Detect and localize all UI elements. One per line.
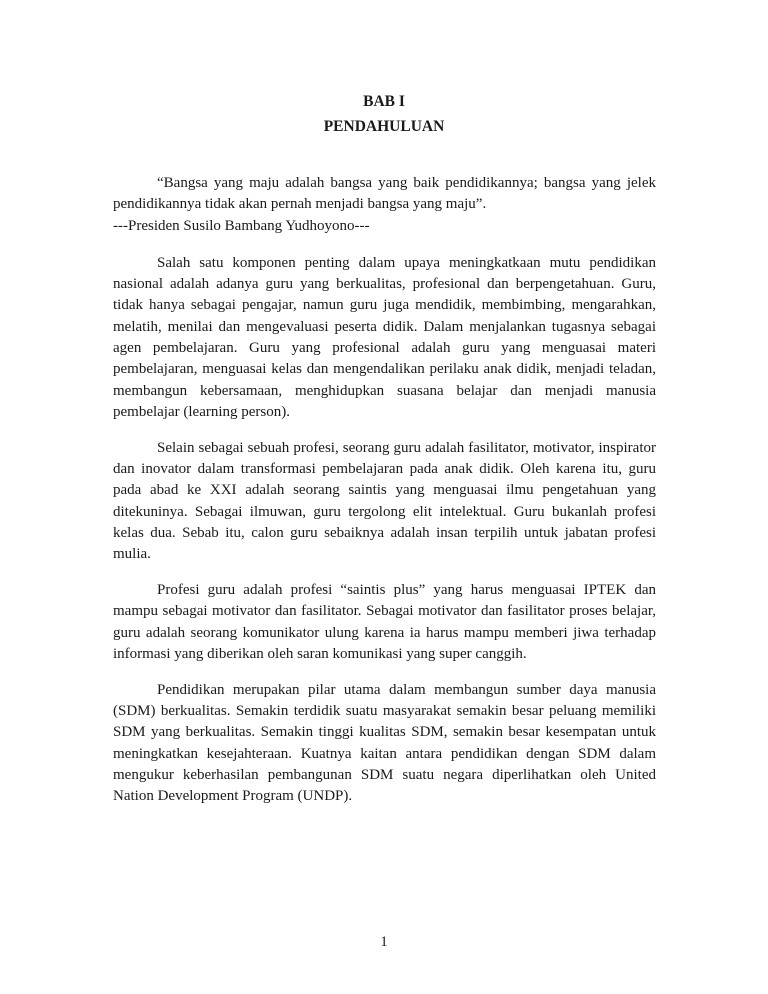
page-number: 1 [380,934,388,950]
paragraph-3: Profesi guru adalah profesi “saintis plus” yang harus menguasai IPTEK dan mampu sebagai motivator dan fasilitator. Sebagai motivator dan fasilitator proses belajar, guru adalah seorang komunikator ulung karena ia harus mampu memberi jiwa terhadap informasi yang diberikan oleh saran komunikasi yang super canggih. [113,582,656,662]
paragraph-1: Salah satu komponen penting dalam upaya meningkatkaan mutu pendidikan nasional adalah adanya guru yang berkualitas, profesional dan berpengetahuan. Guru, tidak hanya sebagai pengajar, namun guru juga mendidik, membimbing, mengarahkan, melatih, menilai dan mengevaluasi peserta didik. Dalam menjalankan tugasnya sebagai agen pembelajaran. Guru yang profesional adalah guru yang menguasai materi pembelajaran, menguasai kelas dan mengendalikan perilaku anak didik, menjadi teladan, membangun kebersamaan, menghidupkan suasana belajar dan menjadi manusia pembelajar (learning person). [113,254,656,420]
epigraph-text: “Bangsa yang maju adalah bangsa yang baik pendidikannya; bangsa yang jelek pendidikannya tidak akan pernah menjadi bangsa yang maju”. [113,175,656,213]
epigraph-author: ---Presiden Susilo Bambang Yudhoyono--- [113,217,370,234]
epigraph [113,173,656,237]
paragraph-4: Pendidikan merupakan pilar utama dalam membangun sumber daya manusia (SDM) berkualitas. Semakin terdidik suatu masyarakat semakin besar peluang memiliki SDM yang berkualitas. Semakin tinggi kualitas SDM, semakin besar kesempatan untuk meningkatkan kesejahteraan. Kuatnya kaitan antara pendidikan dengan SDM dalam mengukur keberhasilan pembangunan SDM suatu negara diperlihatkan oleh United Nation Development Program (UNDP). [113,681,656,805]
paragraph-2: Selain sebagai sebuah profesi, seorang guru adalah fasilitator, motivator, inspirator dan inovator dalam transformasi pembelajaran pada anak didik. Oleh karena itu, guru pada abad ke XXI adalah seorang saintis yang menguasai ilmu pengetahuan yang ditekuninya. Sebagai ilmuwan, guru tergolong elit intelektual. Guru bukanlah profesi kelas dua. Sebab itu, calon guru sebaiknya adalah insan terpilih untuk jabatan profesi mulia. [113,439,656,563]
chapter-number: BAB I [363,93,405,110]
chapter-title: PENDAHULUAN [323,118,445,135]
document-body [113,173,656,822]
